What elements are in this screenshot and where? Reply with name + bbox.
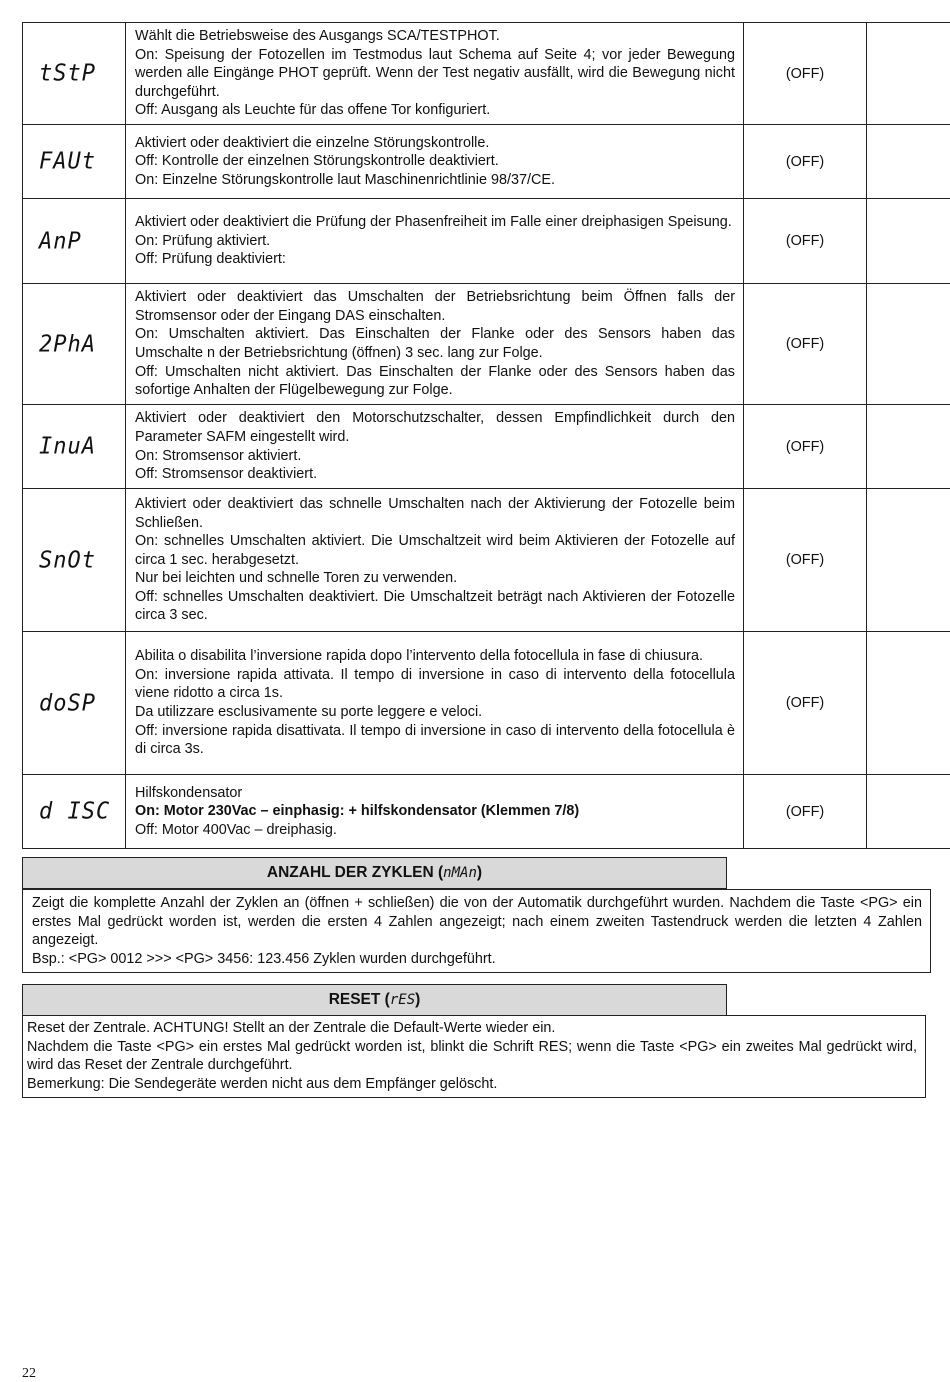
lcd-code: SnOt: [23, 489, 126, 632]
default-value: (OFF): [744, 775, 867, 849]
cycles-box: [22, 889, 931, 973]
description: Aktiviert oder deaktiviert das Umschalten der Betriebsrichtung beim Öffnen falls der Stromsensor oder der Eingang DAS einschalten. On: Umschalten aktiviert. Das Einschalten der Flanke oder des Sensors haben das Umschalte n der Betriebsrichtung (öffnen) 3 sec. lang zur Folge. Off: Umschalten nicht aktiviert. Das Einschalten der Flanke oder des Sensors haben das sofortige Anhalten der Flügelbewegung zur Folge.: [126, 284, 744, 405]
default-value: (OFF): [744, 405, 867, 489]
description: Wählt die Betriebsweise des Ausgangs SCA/TESTPHOT. On: Speisung der Fotozellen im Testmodus laut Schema auf Seite 4; vor jeder Bewegung werden alle Eingänge PHOT geprüft. Wenn der Test negativ ausfällt, wird die Bewegung nicht durchgeführt. Off: Ausgang als Leuchte für das offene Tor konfiguriert.: [126, 23, 744, 125]
table-row: [23, 775, 950, 849]
empty-cell: [867, 125, 950, 199]
page-number: 22: [22, 1366, 36, 1382]
description: Abilita o disabilita l’inversione rapida dopo l’intervento della fotocellula in fase di chiusura. On: inversione rapida attivata. Il tempo di inversione in caso di intervento della fotocellula viene ridotto a circa 1s. Da utilizzare esclusivamente su porte leggere e veloci. Off: inversione rapida disattivata. Il tempo di inversione in caso di intervento della fotocellula è di circa 3s.: [126, 632, 744, 775]
empty-cell: [867, 632, 950, 775]
lcd-code: 2PhA: [23, 284, 126, 405]
default-value: (OFF): [744, 23, 867, 125]
default-value: (OFF): [744, 199, 867, 284]
default-value: (OFF): [744, 125, 867, 199]
cycles-example: Bsp.: <PG> 0012 >>> <PG> 3456: 123.456 Zyklen wurden durchgeführt.: [32, 950, 922, 969]
reset-note: Bemerkung: Die Sendegeräte werden nicht aus dem Empfänger gelöscht.: [27, 1075, 917, 1094]
table-row: [23, 199, 950, 284]
empty-cell: [867, 489, 950, 632]
empty-cell: [867, 405, 950, 489]
description: Aktiviert oder deaktiviert das schnelle Umschalten nach der Aktivierung der Fotozelle beim Schließen. On: schnelles Umschalten aktiviert. Die Umschaltzeit wird beim Aktivieren der Fotozelle auf circa 1 sec. herabgesetzt. Nur bei leichten und schnelle Toren zu verwenden. Off: schnelles Umschalten deaktiviert. Die Umschaltzeit beträgt nach Aktivieren der Fotozelle circa 3 sec.: [126, 489, 744, 632]
empty-cell: [867, 199, 950, 284]
parameter-table: [22, 22, 950, 849]
description: Aktiviert oder deaktiviert die Prüfung der Phasenfreiheit im Falle einer dreiphasigen Speisung. On: Prüfung aktiviert. Off: Prüfung deaktiviert:: [126, 199, 744, 284]
cycles-title: ANZAHL DER ZYKLEN: [267, 864, 434, 881]
table-row: [23, 125, 950, 199]
reset-header: RESET (rES): [22, 984, 727, 1016]
lcd-code: AnP: [23, 199, 126, 284]
reset-title: RESET: [329, 991, 381, 1008]
empty-cell: [867, 284, 950, 405]
table-row: [23, 23, 950, 125]
description: Aktiviert oder deaktiviert den Motorschutzschalter, dessen Empfindlichkeit durch den Parameter SAFM eingestellt wird. On: Stromsensor aktiviert. Off: Stromsensor deaktiviert.: [126, 405, 744, 489]
reset-instruction: Nachdem die Taste <PG> ein erstes Mal gedrückt worden ist, blinkt die Schrift RES; wenn die Taste <PG> ein zweites Mal gedrückt wird, wird das Reset der Zentrale durchgeführt.: [27, 1038, 917, 1075]
cycles-header: ANZAHL DER ZYKLEN (nMAn): [22, 857, 727, 889]
reset-box: [22, 1015, 926, 1098]
lcd-code: FAUt: [23, 125, 126, 199]
description: Hilfskondensator On: Motor 230Vac – einphasig: + hilfskondensator (Klemmen 7/8) Off: Motor 400Vac – dreiphasig.: [126, 775, 744, 849]
description: Aktiviert oder deaktiviert die einzelne Störungskontrolle. Off: Kontrolle der einzelnen Störungskontrolle deaktiviert. On: Einzelne Störungskontrolle laut Maschinenrichtlinie 98/37/CE.: [126, 125, 744, 199]
empty-cell: [867, 775, 950, 849]
table-row: [23, 284, 950, 405]
lcd-code: tStP: [23, 23, 126, 125]
table-row: [23, 632, 950, 775]
table-row: [23, 405, 950, 489]
lcd-code: d ISC: [23, 775, 126, 849]
table-row: [23, 489, 950, 632]
cycles-code: nMAn: [443, 865, 477, 881]
lcd-code: doSP: [23, 632, 126, 775]
reset-code: rES: [390, 992, 415, 1008]
empty-cell: [867, 23, 950, 125]
reset-text: Reset der Zentrale. ACHTUNG! Stellt an der Zentrale die Default-Werte wieder ein.: [27, 1019, 917, 1038]
default-value: (OFF): [744, 489, 867, 632]
lcd-code: InuA: [23, 405, 126, 489]
default-value: (OFF): [744, 632, 867, 775]
default-value: (OFF): [744, 284, 867, 405]
cycles-text: Zeigt die komplette Anzahl der Zyklen an (öffnen + schließen) die von der Automatik durchgeführt wurden. Nachdem die Taste <PG> ein erstes Mal gedrückt worden ist, werden die ersten 4 Zahlen angezeigt; nach einem zweiten Tastendruck werden die letzten 4 Zahlen angezeigt.: [32, 894, 922, 950]
